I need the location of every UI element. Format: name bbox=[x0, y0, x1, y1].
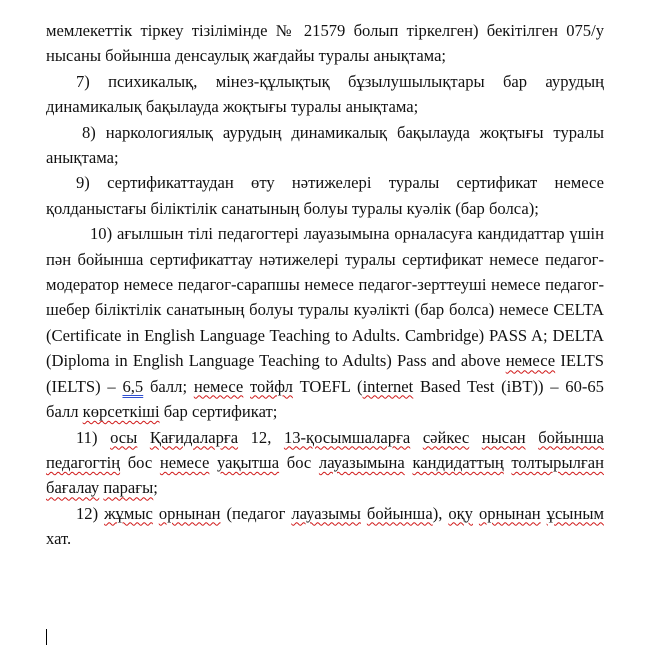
spellcheck-word: ұсыным bbox=[546, 503, 604, 523]
spellcheck-word: сәйкес bbox=[422, 427, 470, 447]
text-run bbox=[137, 428, 150, 447]
spellcheck-word: лауазымы bbox=[291, 503, 361, 523]
paragraph-continued: мемлекеттік тіркеу тізілімінде № 21579 болып тіркелген) бекітілген 075/у нысаны бойынша денсаулық жағдайы туралы анықтама; bbox=[46, 21, 604, 66]
spellcheck-word: орнынан bbox=[158, 503, 221, 523]
text-run: 11) bbox=[76, 427, 111, 447]
paragraph-item-9: 9) сертификаттаудан өту нәтижелері туралы сертификат немесе қолданыстағы біліктілік санатының болуы туралы куәлік (бар болса); bbox=[46, 173, 604, 218]
text-run bbox=[526, 428, 539, 447]
paragraph-item-11 bbox=[46, 425, 604, 501]
spellcheck-word: тойфл bbox=[250, 376, 293, 396]
spellcheck-word: 13-қосымшаларға bbox=[283, 427, 411, 447]
text-run: хат. bbox=[46, 529, 72, 549]
spellcheck-word: педагогтің bbox=[46, 452, 121, 472]
spellcheck-word: оқу bbox=[448, 503, 473, 523]
text-run: IELTS (IELTS) – bbox=[46, 351, 604, 396]
spellcheck-word: бойынша bbox=[366, 503, 433, 523]
spellcheck-word: толтырылған bbox=[511, 452, 604, 472]
text-run bbox=[243, 377, 250, 396]
grammar-word: 6,5 bbox=[122, 376, 144, 396]
paragraph-item-10 bbox=[46, 221, 604, 424]
text-run bbox=[469, 428, 482, 447]
text-run: ), bbox=[432, 503, 449, 523]
spellcheck-word: орнынан bbox=[478, 503, 541, 523]
paragraph-item-12 bbox=[46, 501, 604, 552]
spellcheck-word: Қағидаларға bbox=[149, 427, 239, 447]
document-page[interactable] bbox=[46, 18, 604, 552]
text-run: 10) ағылшын тілі педагогтері лауазымына орналасуға кандидаттар үшін пән бойынша сертификаттау нәтижелері туралы сертификат немесе педагог-модератор немесе педагог-сарапшы немесе педагог-зерттеуші немесе педагог-шебер біліктілік санатының болуы туралы куәлікті (бар болса) немесе CELTA (Certificate in English Language Teaching to Adults. Cambridge) PASS A; DELTA (Diploma in English Language Teaching to Adults) Pass and above bbox=[46, 224, 604, 371]
spellcheck-word: бойынша bbox=[538, 427, 604, 447]
spellcheck-word: бағалау bbox=[46, 478, 100, 498]
text-run: Based Test (iBT)) – 60-65 балл bbox=[46, 376, 604, 422]
text-run bbox=[410, 428, 423, 447]
spellcheck-word: немесе bbox=[193, 376, 244, 396]
spellcheck-word: уақытша bbox=[217, 452, 280, 472]
spellcheck-word: кандидаттың bbox=[412, 452, 504, 472]
text-run: бос bbox=[120, 452, 160, 472]
spellcheck-word: осы bbox=[110, 427, 138, 447]
text-run bbox=[209, 453, 217, 472]
spellcheck-word: нысан bbox=[481, 427, 526, 447]
paragraph-item-8: 8) наркологиялық аурудың динамикалық бақылауда жоқтығы туралы анықтама; bbox=[46, 122, 604, 168]
text-run: (педагог bbox=[220, 503, 292, 523]
spellcheck-word: лауазымына bbox=[318, 452, 405, 472]
text-cursor bbox=[46, 629, 47, 645]
spellcheck-word: парағы bbox=[103, 478, 154, 498]
paragraph-item-7: 7) психикалық, мінез-құлықтық бұзылушылықтары бар аурудың динамикалық бақылауда жоқтығы туралы анықтама; bbox=[46, 71, 604, 117]
text-run: 12, bbox=[238, 427, 284, 447]
spellcheck-word: internet bbox=[362, 376, 414, 396]
text-run: 12) bbox=[76, 503, 105, 523]
spellcheck-word: жұмыс bbox=[104, 503, 153, 523]
text-run: ; bbox=[153, 478, 158, 498]
text-run: бар сертификат; bbox=[159, 402, 278, 422]
spellcheck-word: немесе bbox=[505, 351, 556, 371]
text-run: балл; bbox=[143, 376, 194, 396]
spellcheck-word: көрсеткіші bbox=[82, 402, 160, 422]
text-run: бос bbox=[279, 452, 319, 472]
text-run: TOEFL ( bbox=[292, 376, 363, 396]
spellcheck-word: немесе bbox=[159, 452, 210, 472]
